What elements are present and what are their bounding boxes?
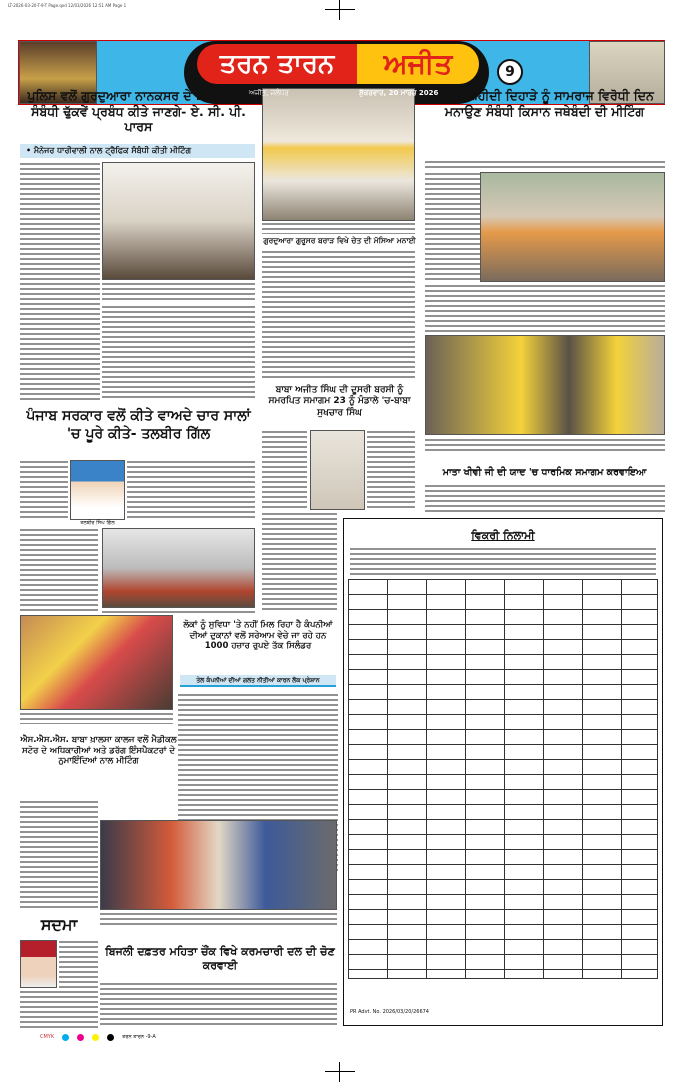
article-body (367, 430, 415, 510)
article-body (20, 460, 68, 520)
article-body (20, 800, 98, 910)
photo-caption (100, 912, 337, 926)
photo-caption (425, 438, 665, 454)
photo-caption (102, 282, 255, 302)
photo-obituary (20, 940, 57, 988)
black-dot (107, 1034, 114, 1041)
photo-caption (425, 284, 665, 332)
article-body (20, 528, 98, 613)
article-body (425, 484, 665, 514)
title-red: ਤਰਨ ਤਾਰਨ (197, 44, 357, 84)
headline-baba-ajit-singh: ਬਾਬਾ ਅਜੀਤ ਸਿੰਘ ਦੀ ਦੂਸਰੀ ਬਰਸੀ ਨੂੰ ਸਮਰਪਿਤ ਸਮਾਗਮ 23 ਨੂੰ ਮੰਡਾਲੇ 'ਚ-ਬਾਬਾ ਸੁਖਚਾਰ ਸਿੰਘ (268, 385, 411, 418)
headline-nanaksar-fair: ਪੁਲਿਸ ਵਲੋਂ ਗੁਰਦੁਆਰਾ ਨਾਨਕਸਰ ਦੇ 2 ਰੋਜ਼ਾ ਮੇਲੇ ਸੰਬੰਧੀ ਢੁੱਕਵੇਂ ਪ੍ਰਬੰਧ ਕੀਤੇ ਜਾਣਗੇ- ਏ. ਸੀ. ਪੀ. ਪਾਰਸ (27, 88, 250, 135)
plate-label: ਤਰਨ ਤਾਰਨ -9-A (122, 1034, 156, 1040)
photo-talbir-gill (70, 460, 125, 520)
article-body (262, 250, 415, 378)
headline-sadma: ਸਦਮਾ (40, 915, 78, 934)
headline-baba-khalsa-college: ਐਸ.ਐਸ.ਐਸ. ਬਾਬਾ ਖ਼ਾਲਸਾ ਕਾਲਜ ਵਲੋਂ ਮੈਡੀਕਲ ਸਟੋਰ ਦੇ ਅਧਿਕਾਰੀਆਂ ਅਤੇ ਡਰੱਗ ਇੰਸਪੈਕਟਰਾਂ ਦੇ ਨੁਮਾਇੰਦਿਆਂ ਨਾਲ ਮੀਟਿੰਗ (20, 735, 177, 767)
headline-mata-khivi: ਮਾਤਾ ਖੀਵੀ ਜੀ ਦੀ ਯਾਦ 'ਚ ਧਾਰਮਿਕ ਸਮਾਗਮ ਕਰਵਾਇਆ (442, 467, 647, 478)
photo-group-college (100, 820, 337, 910)
notice-footer: PR Advt. No. 2026/03/20/26674 (350, 1009, 429, 1015)
date: ਸ਼ੁੱਕਰਵਾਰ, 20 ਮਾਰਚ 2026 (359, 89, 439, 97)
auction-notice (343, 518, 663, 1026)
page-number: 9 (497, 59, 523, 85)
photo-gurdwara-crowd (102, 528, 255, 608)
headline-martyrdom-day: 23 ਦੇ ਸ਼ਹੀਦੀ ਦਿਹਾੜੇ ਨੂੰ ਸਾਮਰਾਜ ਵਿਰੋਧੀ ਦਿਨ ਮਨਾਉਣ ਸੰਬੰਧੀ ਕਿਸਾਨ ਜਥੇਬੰਦੀ ਦੀ ਮੀਟਿੰਗ (435, 88, 654, 119)
magenta-dot (77, 1034, 84, 1041)
article-body (262, 430, 307, 510)
photo-caption (20, 712, 173, 724)
article-body (127, 460, 255, 520)
photo-yellow-scarves-group (425, 335, 665, 435)
slug-line: LT-2026-03-20-T-9-T Page.qxd 12/03/2026 12:51 AM Page 1 (8, 3, 127, 8)
article-body (102, 305, 255, 400)
property-table (348, 579, 658, 979)
kicker-oil-companies: ਤੇਲ ਕੰਪਨੀਆਂ ਦੀਆਂ ਗਲਤ ਨੀਤੀਆਂ ਕਾਰਨ ਲੋਕ ਪ੍ਰੇਸ਼ਾਨ (180, 675, 336, 687)
article-body (20, 162, 100, 400)
photo-caption: ਤਲਬੀਰ ਸਿੰਘ ਗਿੱਲ (80, 520, 115, 526)
photo-office-meeting (20, 615, 173, 710)
photo-baba-portrait (310, 430, 365, 510)
photo-farmers-meeting (480, 172, 665, 282)
notice-title: ਵਿਕਰੀ ਨਿਲਾਮੀ (471, 529, 535, 542)
article-body (59, 940, 98, 988)
article-body (425, 172, 480, 282)
registration-mark (339, 0, 340, 20)
article-body (20, 990, 98, 1028)
headline-gurusar-brar: ਗੁਰਦੁਆਰਾ ਗੁਰੂਸਰ ਬਰਾੜ ਵਿਖੇ ਚੇਤ ਦੀ ਮੱਸਿਆ ਮਨਾਈ (263, 236, 416, 245)
color-mark: CMYK (40, 1034, 55, 1040)
headline-lpg-cylinders: ਲੋਕਾਂ ਨੂੰ ਸੁਵਿਧਾ 'ਤੇ ਨਹੀਂ ਮਿਲ ਰਿਹਾ ਹੈ ਕੰਪਨੀਆਂ ਦੀਆਂ ਦੁਕਾਨਾਂ ਵਲੋਂ ਸਰੇਆਮ ਵੇਚੇ ਜਾ ਰਹੇ ਹਨ 1000 ਹਜ਼ਾਰ ਰੁਪਏ ਤੱਕ ਸਿਲੰਡਰ (183, 620, 333, 652)
photo-police-meeting (102, 162, 255, 280)
photo-caption (262, 222, 415, 234)
registration-mark (325, 1071, 355, 1072)
article-body (100, 982, 337, 1028)
cyan-dot (62, 1034, 69, 1041)
registration-mark (325, 9, 355, 10)
registration-mark (339, 1062, 340, 1082)
color-bar (20, 1032, 665, 1042)
title-yellow: ਅਜੀਤ (357, 44, 479, 84)
article-body (262, 512, 337, 612)
headline-punjab-govt-promises: ਪੰਜਾਬ ਸਰਕਾਰ ਵਲੋਂ ਕੀਤੇ ਵਾਅਦੇ ਚਾਰ ਸਾਲਾਂ 'ਚ ਪੂਰੇ ਕੀਤੇ- ਤਲਬੀਰ ਗਿੱਲ (26, 408, 251, 442)
article-body (425, 160, 665, 170)
headline-electricity-office: ਬਿਜਲੀ ਦਫ਼ਤਰ ਮਹਿਤਾ ਚੌਂਕ ਵਿਖੇ ਕਰਮਚਾਰੀ ਦਲ ਦੀ ਚੋਣ ਕਰਵਾਈ (105, 945, 335, 972)
edition: ਅਜੀਤ, ਜਲੰਧਰ (249, 89, 289, 97)
photo-gurdwara-group (262, 88, 415, 221)
yellow-dot (92, 1034, 99, 1041)
table-grid (349, 580, 657, 978)
subhead-traffic-meeting: • ਮੈਨੇਜਰ ਧਾਰੀਵਾਲੀ ਨਾਲ ਟ੍ਰੈਫਿਕ ਸੰਬੰਧੀ ਕੀਤੀ ਮੀਟਿੰਗ (20, 144, 255, 158)
notice-body (350, 547, 656, 577)
